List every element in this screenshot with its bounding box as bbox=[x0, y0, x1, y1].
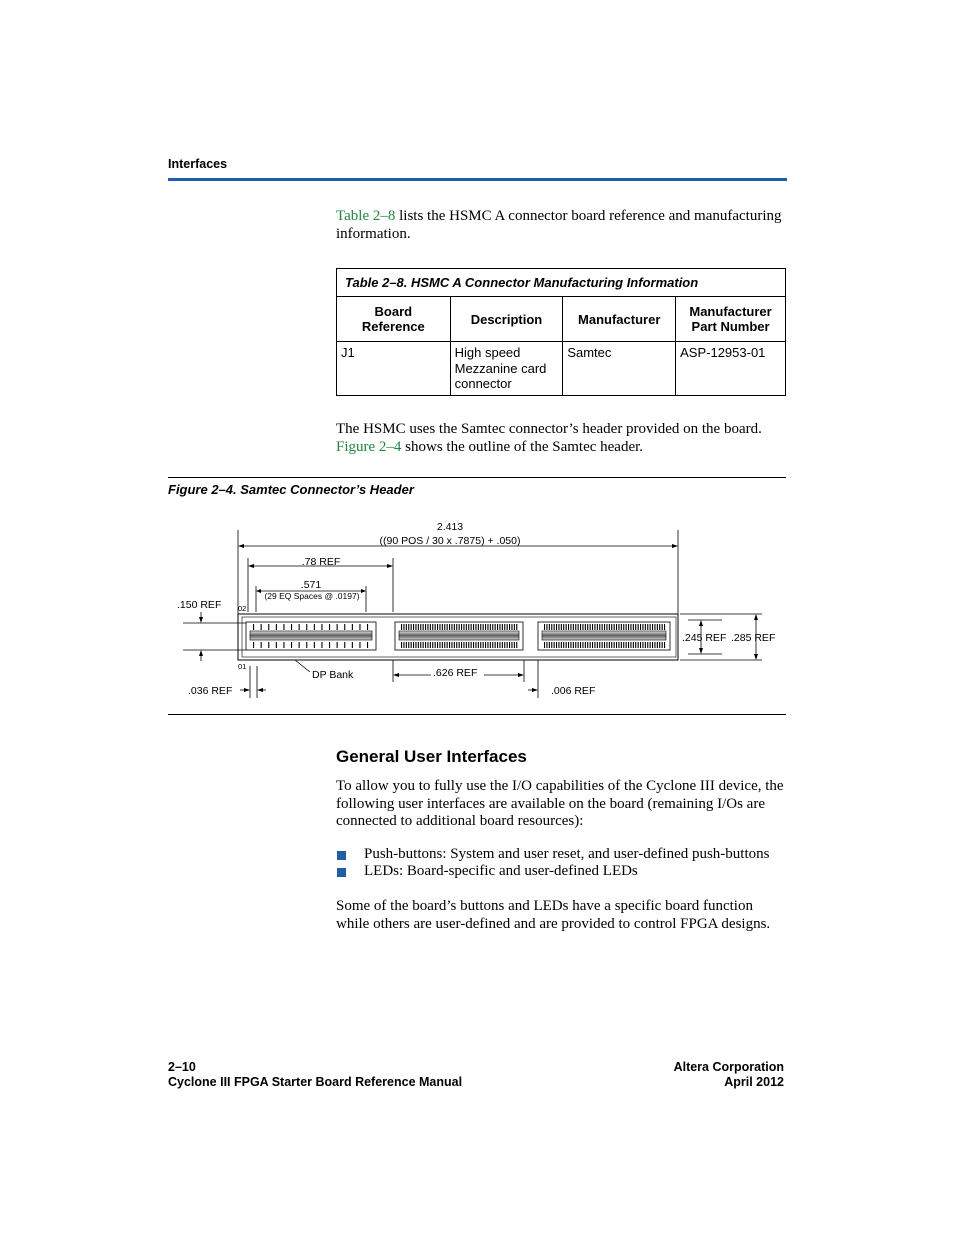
pin bbox=[623, 642, 624, 648]
col-board-reference: Board Reference bbox=[337, 297, 451, 342]
pin bbox=[427, 624, 428, 630]
pin bbox=[473, 624, 474, 630]
pin bbox=[471, 642, 472, 648]
pin bbox=[411, 642, 412, 648]
pin bbox=[511, 624, 512, 630]
pin bbox=[444, 624, 445, 630]
pin bbox=[461, 624, 462, 630]
pin bbox=[329, 642, 330, 648]
pin bbox=[447, 642, 448, 648]
pin bbox=[420, 624, 421, 630]
pin bbox=[587, 624, 588, 630]
pin bbox=[551, 624, 552, 630]
pin bbox=[597, 642, 598, 648]
pin bbox=[590, 642, 591, 648]
page-number: 2–10 bbox=[168, 1060, 196, 1074]
pin bbox=[314, 642, 315, 648]
pin bbox=[616, 624, 617, 630]
pin bbox=[425, 624, 426, 630]
pin bbox=[485, 642, 486, 648]
pin bbox=[418, 624, 419, 630]
pin bbox=[418, 642, 419, 648]
pin bbox=[640, 624, 641, 630]
pin bbox=[657, 624, 658, 630]
pin bbox=[283, 624, 284, 630]
pin bbox=[459, 642, 460, 648]
figure-top-rule bbox=[168, 477, 786, 478]
pin bbox=[504, 642, 505, 648]
table-row bbox=[337, 342, 786, 396]
hsmc-text-after: shows the outline of the Samtec header. bbox=[401, 438, 644, 455]
pin bbox=[456, 624, 457, 630]
pin bbox=[439, 624, 440, 630]
pin bbox=[420, 642, 421, 648]
pin bbox=[430, 624, 431, 630]
pin bbox=[268, 624, 269, 630]
pin bbox=[633, 642, 634, 648]
pin bbox=[461, 642, 462, 648]
pin bbox=[647, 642, 648, 648]
pin bbox=[657, 642, 658, 648]
pin bbox=[442, 624, 443, 630]
col-part-number: Manufacturer Part Number bbox=[676, 297, 786, 342]
pin bbox=[329, 624, 330, 630]
pin bbox=[449, 642, 450, 648]
pin bbox=[314, 624, 315, 630]
pin bbox=[606, 642, 607, 648]
pin bbox=[359, 624, 360, 630]
pin bbox=[502, 624, 503, 630]
cell-part-number: ASP-12953-01 bbox=[676, 342, 786, 396]
pin bbox=[592, 642, 593, 648]
pin bbox=[439, 642, 440, 648]
pin bbox=[321, 642, 322, 648]
pin bbox=[459, 624, 460, 630]
hsmc-paragraph bbox=[336, 421, 788, 456]
pin bbox=[406, 642, 407, 648]
pin bbox=[611, 624, 612, 630]
pin bbox=[609, 642, 610, 648]
pin bbox=[575, 624, 576, 630]
pin bbox=[602, 642, 603, 648]
list-item: LEDs: Board-specific and user-defined LEDs bbox=[364, 863, 638, 879]
pin bbox=[306, 624, 307, 630]
pin bbox=[337, 624, 338, 630]
pin bbox=[594, 624, 595, 630]
pin bbox=[475, 642, 476, 648]
pin bbox=[551, 642, 552, 648]
pin bbox=[504, 624, 505, 630]
pin bbox=[587, 642, 588, 648]
pin bbox=[473, 642, 474, 648]
label-pin-01: 01 bbox=[238, 662, 247, 671]
pin bbox=[468, 642, 469, 648]
pin bbox=[480, 642, 481, 648]
pin bbox=[544, 642, 545, 648]
publish-date: April 2012 bbox=[724, 1075, 784, 1089]
pin bbox=[253, 642, 254, 648]
pin bbox=[283, 642, 284, 648]
pin bbox=[511, 642, 512, 648]
footer-right bbox=[674, 1060, 784, 1090]
pin bbox=[359, 642, 360, 648]
pin bbox=[604, 624, 605, 630]
pin bbox=[454, 624, 455, 630]
connector-info-table bbox=[336, 268, 786, 396]
bullet-marker bbox=[337, 868, 346, 877]
pin bbox=[490, 642, 491, 648]
pin bbox=[492, 624, 493, 630]
pin bbox=[454, 642, 455, 648]
pin bbox=[485, 624, 486, 630]
pin bbox=[614, 624, 615, 630]
pin bbox=[352, 624, 353, 630]
pin bbox=[415, 624, 416, 630]
pin bbox=[337, 642, 338, 648]
pin bbox=[466, 642, 467, 648]
pin bbox=[507, 624, 508, 630]
pin bbox=[299, 642, 300, 648]
pin bbox=[626, 624, 627, 630]
pin bbox=[466, 624, 467, 630]
pin bbox=[495, 624, 496, 630]
pin bbox=[544, 624, 545, 630]
pin bbox=[642, 642, 643, 648]
pin bbox=[647, 624, 648, 630]
pin bbox=[549, 624, 550, 630]
pin bbox=[502, 642, 503, 648]
pin bbox=[367, 624, 368, 630]
pin bbox=[487, 642, 488, 648]
pin bbox=[638, 642, 639, 648]
label-571: .571 bbox=[300, 579, 322, 591]
cell-board-reference: J1 bbox=[337, 342, 451, 396]
pin bbox=[475, 624, 476, 630]
label-dp-bank: DP Bank bbox=[312, 669, 354, 681]
pin bbox=[423, 624, 424, 630]
pin bbox=[592, 624, 593, 630]
table-caption: Table 2–8. HSMC A Connector Manufacturing Information bbox=[337, 269, 786, 297]
intro-text: lists the HSMC A connector board reference and manufacturing information. bbox=[336, 208, 782, 242]
pin bbox=[611, 642, 612, 648]
pin bbox=[618, 642, 619, 648]
pin bbox=[556, 624, 557, 630]
pin bbox=[628, 642, 629, 648]
pin bbox=[447, 624, 448, 630]
pin bbox=[432, 624, 433, 630]
intro-paragraph bbox=[336, 208, 788, 243]
pin bbox=[638, 624, 639, 630]
pin bbox=[549, 642, 550, 648]
pin bbox=[352, 642, 353, 648]
pin bbox=[413, 624, 414, 630]
pin bbox=[403, 624, 404, 630]
header-rule bbox=[168, 178, 787, 181]
pin bbox=[645, 624, 646, 630]
pin bbox=[621, 642, 622, 648]
pin bbox=[554, 624, 555, 630]
pin bbox=[456, 642, 457, 648]
pin bbox=[321, 624, 322, 630]
pin bbox=[468, 624, 469, 630]
pin bbox=[444, 642, 445, 648]
pin bbox=[497, 624, 498, 630]
pin bbox=[492, 642, 493, 648]
pin bbox=[268, 642, 269, 648]
pin bbox=[406, 624, 407, 630]
pin bbox=[652, 624, 653, 630]
hsmc-text-before: The HSMC uses the Samtec connector’s header provided on the board. bbox=[336, 421, 762, 437]
pin bbox=[306, 642, 307, 648]
pin bbox=[487, 624, 488, 630]
general-closing: Some of the board’s buttons and LEDs have a specific board function while others are user-defined and are provided to control FPGA designs. bbox=[336, 898, 771, 932]
pin bbox=[509, 642, 510, 648]
pin bbox=[642, 624, 643, 630]
pin bbox=[563, 642, 564, 648]
pin bbox=[568, 642, 569, 648]
figure-bottom-rule bbox=[168, 714, 786, 715]
label-626-ref: .626 REF bbox=[433, 667, 478, 679]
pin bbox=[573, 624, 574, 630]
pin bbox=[662, 624, 663, 630]
pin bbox=[463, 642, 464, 648]
pin bbox=[635, 624, 636, 630]
pin bbox=[423, 642, 424, 648]
pin bbox=[575, 642, 576, 648]
pin bbox=[437, 642, 438, 648]
pin bbox=[570, 642, 571, 648]
general-intro: To allow you to fully use the I/O capabilities of the Cyclone III device, the following user interfaces are available on the board (remaining I/Os are connected to additional board resources): bbox=[336, 778, 784, 829]
company-name: Altera Corporation bbox=[673, 1060, 784, 1074]
pin bbox=[463, 624, 464, 630]
pin bbox=[480, 624, 481, 630]
pin bbox=[609, 624, 610, 630]
label-eq-spaces: (29 EQ Spaces @ .0197) bbox=[264, 591, 360, 601]
label-285-ref: .285 REF bbox=[731, 632, 776, 644]
pin bbox=[621, 624, 622, 630]
pin bbox=[499, 624, 500, 630]
pin bbox=[558, 642, 559, 648]
pin bbox=[478, 624, 479, 630]
pin bbox=[432, 642, 433, 648]
pin bbox=[344, 642, 345, 648]
pin bbox=[590, 624, 591, 630]
pin bbox=[478, 642, 479, 648]
label-overall-formula: ((90 POS / 30 x .7875) + .050) bbox=[379, 535, 521, 547]
figure-2-4-link[interactable]: Figure 2–4 bbox=[336, 438, 402, 455]
pin bbox=[578, 624, 579, 630]
label-006-ref: .006 REF bbox=[551, 685, 596, 697]
figure-caption: Figure 2–4. Samtec Connector’s Header bbox=[168, 482, 414, 497]
pin bbox=[483, 624, 484, 630]
pin bbox=[497, 642, 498, 648]
pin bbox=[499, 642, 500, 648]
label-78-ref: .78 REF bbox=[301, 556, 341, 568]
pin bbox=[427, 642, 428, 648]
pin bbox=[630, 624, 631, 630]
pin bbox=[599, 642, 600, 648]
footer-left bbox=[168, 1060, 462, 1090]
pin bbox=[566, 642, 567, 648]
pin bbox=[616, 642, 617, 648]
pin bbox=[633, 624, 634, 630]
pin bbox=[514, 624, 515, 630]
label-pin-02: 02 bbox=[238, 604, 247, 613]
label-overall: 2.413 bbox=[436, 521, 464, 533]
pin bbox=[566, 624, 567, 630]
pin bbox=[582, 624, 583, 630]
pin bbox=[585, 624, 586, 630]
pin bbox=[415, 642, 416, 648]
pin bbox=[435, 624, 436, 630]
pin bbox=[507, 642, 508, 648]
bullet-marker bbox=[337, 851, 346, 860]
pin bbox=[630, 642, 631, 648]
pin bbox=[659, 642, 660, 648]
pin bbox=[291, 642, 292, 648]
pin bbox=[599, 624, 600, 630]
cell-description: High speed Mezzanine card connector bbox=[450, 342, 563, 396]
pin bbox=[652, 642, 653, 648]
pin bbox=[408, 642, 409, 648]
pin bbox=[483, 642, 484, 648]
pin bbox=[578, 642, 579, 648]
pin bbox=[408, 624, 409, 630]
col-manufacturer: Manufacturer bbox=[563, 297, 676, 342]
pin bbox=[650, 642, 651, 648]
pin bbox=[623, 624, 624, 630]
pin bbox=[585, 642, 586, 648]
pin bbox=[570, 624, 571, 630]
samtec-header-drawing bbox=[168, 505, 786, 710]
pin bbox=[614, 642, 615, 648]
pin bbox=[516, 624, 517, 630]
pin bbox=[299, 624, 300, 630]
pin bbox=[662, 642, 663, 648]
pin bbox=[442, 642, 443, 648]
label-245-ref: .245 REF bbox=[682, 632, 727, 644]
pin bbox=[645, 642, 646, 648]
pin bbox=[413, 642, 414, 648]
pin bbox=[261, 642, 262, 648]
section-heading: General User Interfaces bbox=[336, 747, 527, 766]
pin bbox=[604, 642, 605, 648]
pin bbox=[635, 642, 636, 648]
pin bbox=[628, 624, 629, 630]
pin bbox=[471, 624, 472, 630]
pin bbox=[580, 624, 581, 630]
pin bbox=[276, 642, 277, 648]
pin bbox=[618, 624, 619, 630]
col-description: Description bbox=[450, 297, 563, 342]
manual-title: Cyclone III FPGA Starter Board Reference Manual bbox=[168, 1075, 463, 1089]
pin bbox=[367, 642, 368, 648]
cell-manufacturer: Samtec bbox=[563, 342, 676, 396]
pin bbox=[401, 642, 402, 648]
pin bbox=[626, 642, 627, 648]
pin bbox=[659, 624, 660, 630]
pin bbox=[411, 624, 412, 630]
pin bbox=[597, 624, 598, 630]
pin bbox=[573, 642, 574, 648]
label-036-ref: .036 REF bbox=[188, 685, 233, 697]
pin bbox=[602, 624, 603, 630]
pin bbox=[495, 642, 496, 648]
pin bbox=[546, 642, 547, 648]
pin bbox=[509, 624, 510, 630]
pin bbox=[561, 624, 562, 630]
pin bbox=[449, 624, 450, 630]
label-150-ref: .150 REF bbox=[177, 599, 222, 611]
pin bbox=[253, 624, 254, 630]
pin bbox=[654, 624, 655, 630]
pin bbox=[654, 642, 655, 648]
pin bbox=[563, 624, 564, 630]
pin bbox=[650, 624, 651, 630]
pin bbox=[664, 624, 665, 630]
pin bbox=[430, 642, 431, 648]
list-item: Push-buttons: System and user reset, and user-defined push-buttons bbox=[364, 846, 770, 862]
pin bbox=[664, 642, 665, 648]
pin bbox=[437, 624, 438, 630]
pin bbox=[606, 624, 607, 630]
pin bbox=[582, 642, 583, 648]
pin bbox=[594, 642, 595, 648]
pin bbox=[561, 642, 562, 648]
pin bbox=[514, 642, 515, 648]
pin bbox=[558, 624, 559, 630]
pin bbox=[516, 642, 517, 648]
pin bbox=[640, 642, 641, 648]
pin bbox=[568, 624, 569, 630]
pin bbox=[490, 624, 491, 630]
pin bbox=[554, 642, 555, 648]
pin bbox=[403, 642, 404, 648]
pin bbox=[276, 624, 277, 630]
pin bbox=[291, 624, 292, 630]
pin bbox=[425, 642, 426, 648]
pin bbox=[580, 642, 581, 648]
pin bbox=[261, 624, 262, 630]
running-header-title: Interfaces bbox=[168, 157, 228, 171]
pin bbox=[546, 624, 547, 630]
pin bbox=[401, 624, 402, 630]
pin bbox=[451, 642, 452, 648]
table-2-8-link[interactable]: Table 2–8 bbox=[336, 208, 396, 224]
pin bbox=[556, 642, 557, 648]
pin bbox=[435, 642, 436, 648]
pin bbox=[451, 624, 452, 630]
pin bbox=[344, 624, 345, 630]
